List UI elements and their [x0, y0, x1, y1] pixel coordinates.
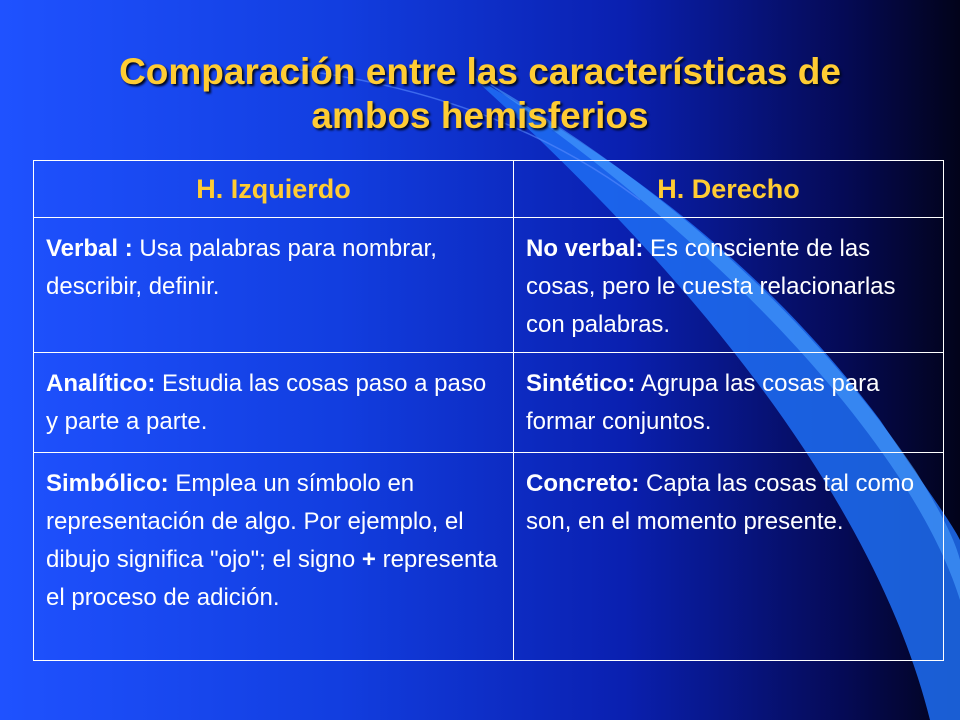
slide-title-line-1: Comparación entre las características de — [119, 51, 841, 92]
term-label: Analítico: — [46, 370, 156, 397]
table-row — [34, 218, 944, 353]
term-description-continued: representa el proceso de adición. — [46, 546, 498, 611]
comparison-table — [33, 160, 944, 661]
term-description: Estudia las cosas paso a paso y parte a parte. — [46, 370, 487, 435]
term-description: Capta las cosas tal como son, en el momento presente. — [526, 470, 915, 535]
term-label: Verbal : — [46, 235, 133, 262]
term-description: Agrupa las cosas para formar conjuntos. — [526, 370, 880, 435]
term-label: Sintético: — [526, 370, 636, 397]
term-label: No verbal: — [526, 235, 644, 262]
cell-analitico — [34, 353, 514, 453]
slide-title-line-2: ambos hemisferios — [311, 95, 649, 136]
slide-title — [40, 50, 920, 138]
term-description: Emplea un símbolo en representación de algo. Por ejemplo, el dibujo significa "ojo"; el signo — [46, 470, 464, 573]
cell-sintetico — [514, 353, 944, 453]
header-right-hemisphere: H. Derecho — [514, 161, 944, 218]
plus-sign: + — [361, 546, 376, 573]
term-label: Simbólico: — [46, 470, 169, 497]
table-header-row — [34, 161, 944, 218]
cell-concreto — [514, 453, 944, 661]
table-row — [34, 353, 944, 453]
term-label: Concreto: — [526, 470, 640, 497]
table-row — [34, 453, 944, 661]
term-description: Usa palabras para nombrar, describir, definir. — [46, 235, 437, 300]
cell-simbolico — [34, 453, 514, 661]
cell-verbal — [34, 218, 514, 353]
term-description: Es consciente de las cosas, pero le cuesta relacionarlas con palabras. — [526, 235, 896, 338]
header-left-hemisphere: H. Izquierdo — [34, 161, 514, 218]
cell-no-verbal — [514, 218, 944, 353]
